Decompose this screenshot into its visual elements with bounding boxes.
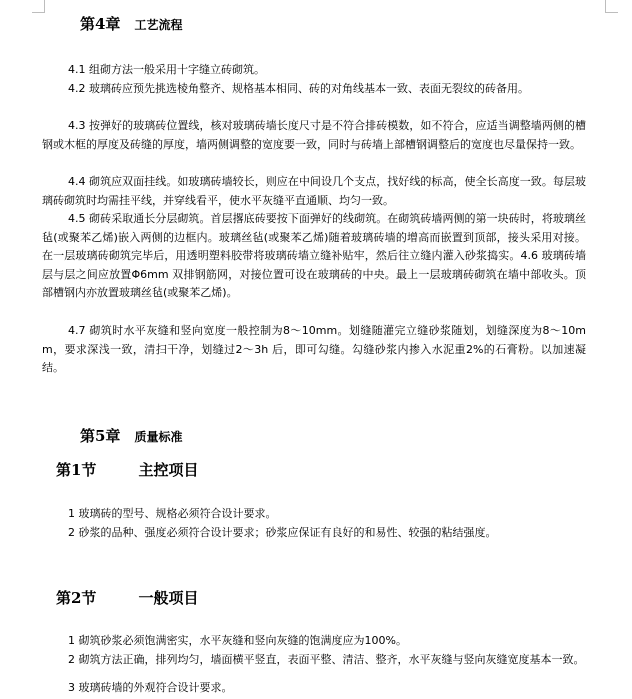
paragraph-4-4: 4.4 砌筑应双面挂线。如玻璃砖墙较长，则应在中间设几个支点，找好线的标高，使全长高度一致。每层玻璃砖砌筑时均需挂平线，并穿线看平，使水平灰缝平直通顺、均匀一致。 xyxy=(42,175,586,207)
chapter-title: 工艺流程 xyxy=(134,18,183,32)
chapter-4-heading xyxy=(80,13,182,34)
section-title: 主控项目 xyxy=(138,461,199,479)
section-1-heading xyxy=(56,459,198,480)
paragraph-4-5: 4.5 砌砖采取通长分层砌筑。首层撂底砖要按下面弹好的线砌筑。在砌筑砖墙两侧的第一块砖时，将玻璃丝毡(或聚苯乙烯)嵌入两侧的边框内。玻璃丝毡(或聚苯乙烯)随着玻璃砖墙的增高而嵌置到顶部，接头采用对接。在一层玻璃砖砌筑完毕后，用透明塑料胶带将玻璃砖墙立缝补贴牢，然后往立缝内灌入砂浆捣实。4.6 玻璃砖墙层与层之间应放置Φ6mm 双排钢筋网，对接位置可设在玻璃砖的中央。最上一层玻璃砖砌筑在墙中部收头。顶部槽钢内亦放置玻璃丝毡(或聚苯乙烯)。 xyxy=(42,212,586,300)
margin-corner-mark-right xyxy=(605,0,618,13)
paragraph-4-1: 4.1 组砌方法一般采用十字缝立砖砌筑。 xyxy=(68,63,265,76)
chapter-number: 第5章 xyxy=(80,427,121,445)
section-title: 一般项目 xyxy=(138,589,199,607)
main-control-item-2: 2 砂浆的品种、强度必须符合设计要求；砂浆应保证有良好的和易性、较强的粘结强度。 xyxy=(68,526,497,539)
section-number: 第2节 xyxy=(56,589,97,607)
general-item-1: 1 砌筑砂浆必须饱满密实，水平灰缝和竖向灰缝的饱满度应为100%。 xyxy=(68,634,407,647)
chapter-title: 质量标准 xyxy=(134,430,183,444)
chapter-number: 第4章 xyxy=(80,15,121,33)
paragraph-4-2: 4.2 玻璃砖应预先挑选棱角整齐、规格基本相同、砖的对角线基本一致、表面无裂纹的砖备用。 xyxy=(68,82,529,95)
section-number: 第1节 xyxy=(56,461,97,479)
paragraph-4-7: 4.7 砌筑时水平灰缝和竖向宽度一般控制为8～10mm。划缝随灌完立缝砂浆随划，划缝深度为8～10mm，要求深浅一致，清扫干净，划缝过2～3h 后，即可勾缝。勾缝砂浆内掺入水泥重2%的石膏粉。以加速凝结。 xyxy=(42,324,586,375)
general-item-3-cut-off xyxy=(42,681,342,695)
paragraph-4-3: 4.3 按弹好的玻璃砖位置线，核对玻璃砖墙长度尺寸是不符合排砖模数，如不符合，应适当调整墙两侧的槽钢或木框的厚度及砖缝的厚度，墙两侧调整的宽度要一致，同时与砖墙上部槽钢调整后的宽度也尽量保持一致。 xyxy=(42,119,586,151)
margin-corner-mark-left xyxy=(32,0,45,13)
general-item-2: 2 砌筑方法正确，排列均匀，墙面横平竖直，表面平整、清洁、整齐，水平灰缝与竖向灰缝宽度基本一致。 xyxy=(68,653,585,666)
chapter-5-heading xyxy=(80,425,182,446)
main-control-item-1: 1 玻璃砖的型号、规格必须符合设计要求。 xyxy=(68,507,277,520)
section-2-heading xyxy=(56,587,198,608)
general-item-3: 3 玻璃砖墙的外观符合设计要求。 xyxy=(68,681,233,694)
